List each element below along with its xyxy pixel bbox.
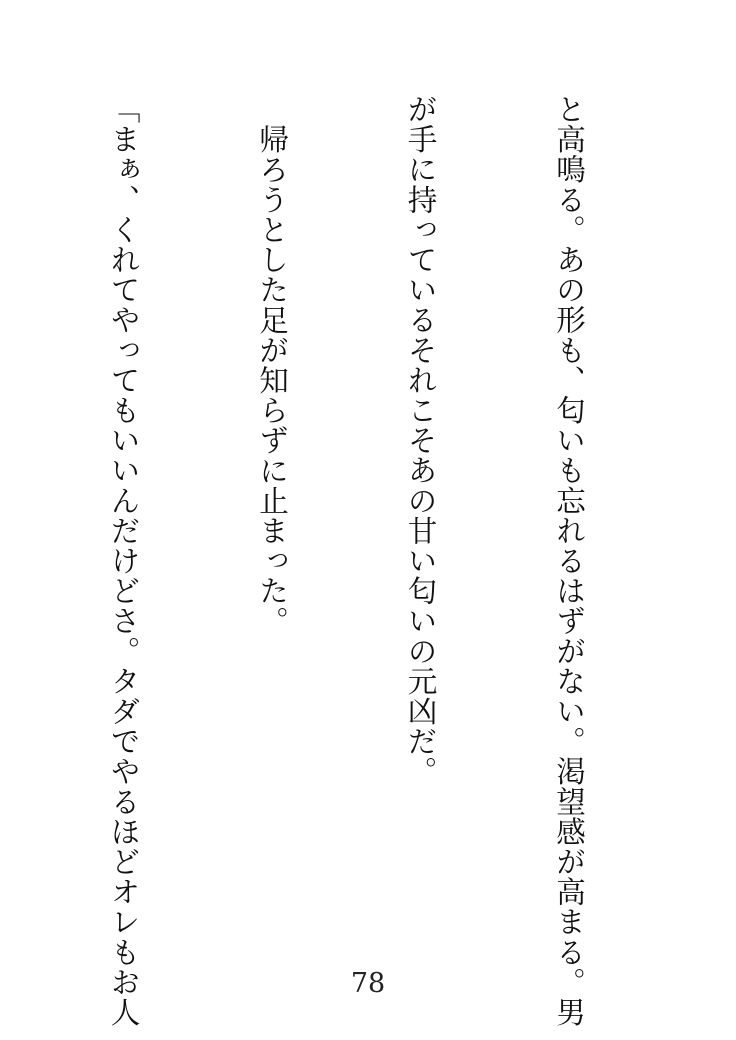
text-line: 帰ろうとした足が知らずに止まった。 bbox=[255, 124, 289, 636]
text-line: と高鳴る。あの形も、匂いも忘れるはずがない。渇望感が高まる。男 bbox=[552, 94, 586, 1028]
text-line: 「まぁ、くれてやってもいいんだけどさ。タダでやるほどオレもお人 bbox=[106, 94, 141, 1028]
text-line: が手に持っているそれこそあの甘い匂いの元凶だ。 bbox=[403, 94, 438, 787]
page-number: 78 bbox=[350, 968, 386, 999]
